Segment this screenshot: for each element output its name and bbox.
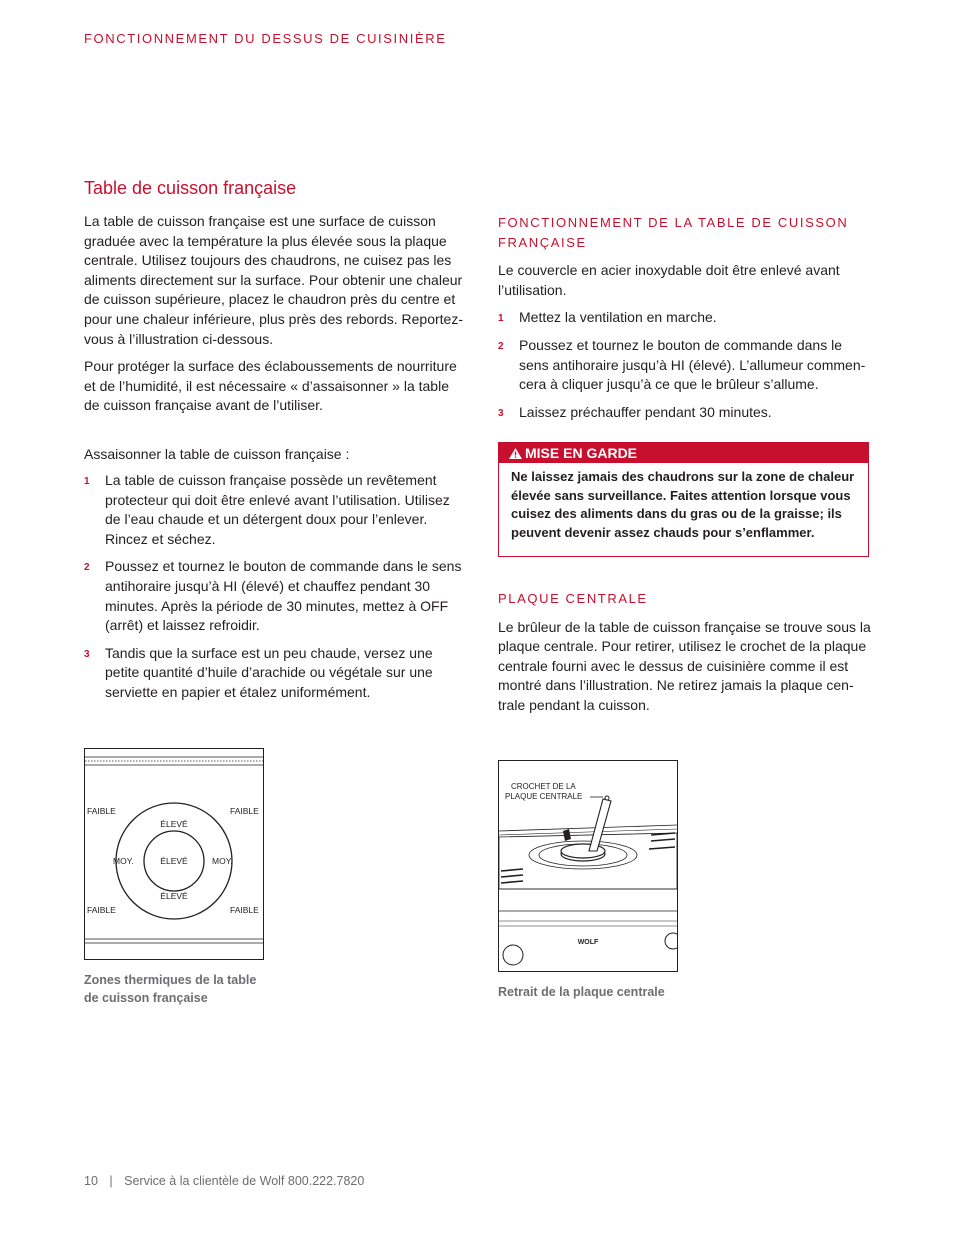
- heat-zones-figure: [84, 748, 264, 960]
- center-plate-caption: Retrait de la plaque centrale: [498, 985, 665, 999]
- callout-label: CROCHET DE LA: [511, 782, 576, 791]
- step-text: Laissez préchauffer pendant 30 minutes.: [519, 403, 772, 420]
- step-text: Poussez et tournez le bouton de commande dans le sens antihoraire jusqu’à HI (élevé). L’allumeur commencera à cliquer jusqu’à ce que le brûleur s’allume.: [519, 336, 866, 393]
- footer-separator: |: [109, 1174, 113, 1188]
- caution-label: MISE EN GARDE: [525, 445, 638, 462]
- page-footer: [84, 1174, 364, 1188]
- operation-steps: [498, 308, 873, 422]
- zone-label-eleve: ÉLEVÉ: [160, 891, 188, 901]
- heat-zones-caption: [84, 971, 256, 1007]
- right-column: [498, 212, 873, 716]
- zone-label-faible: FAIBLE: [87, 806, 116, 816]
- list-item: [498, 403, 873, 423]
- step-text: Tandis que la surface est un peu chaude, versez une petite quantité d’huile d’arachide ou végétale sur une serviette en papier et étalez uniformément.: [105, 644, 433, 700]
- center-plate-removal-figure: [498, 760, 678, 972]
- step-text: La table de cuisson française possède un revêtement protecteur qui doit être enlevé avant l’utilisation. Utilisez de l’eau chaude et un détergent doux pour l’enlever. Rincez et séchez.: [105, 471, 450, 547]
- step-number: 1: [498, 313, 504, 325]
- caption-line: Zones thermiques de la table: [84, 973, 257, 987]
- center-plate-illustration: [499, 761, 677, 971]
- caution-header: [499, 443, 868, 463]
- center-plate-heading: PLAQUE CENTRALE: [498, 590, 648, 606]
- page-title: Table de cuisson française: [84, 178, 297, 198]
- zone-label-moy: MOY.: [212, 856, 233, 866]
- list-item: [84, 557, 464, 635]
- step-number: 2: [84, 562, 90, 574]
- protect-paragraph: Pour protéger la surface des éclaboussements de nourriture et de l’humidité, il est nécessaire « d’assaisonner » la table de cuisson française avant de l’utiliser.: [84, 358, 457, 414]
- caution-text: Ne laissez jamais des chaudrons sur la zone de chaleur élevée sans surveillance. Faites attention lorsque vous cuisez des aliments dans du gras ou de la graisse; ils peuvent devenir assez chauds pour s’enflammer.: [511, 469, 855, 540]
- step-number: 3: [498, 407, 504, 419]
- warning-icon: [509, 448, 522, 459]
- brand-logo: WOLF: [577, 939, 599, 946]
- zone-label-moy: MOY.: [113, 856, 134, 866]
- section-header: FONCTIONNEMENT DU DESSUS DE CUISINIÈRE: [84, 31, 447, 46]
- step-number: 2: [498, 340, 504, 352]
- zone-label-eleve: ÉLEVÉ: [160, 856, 188, 866]
- caption-line: de cuisson française: [84, 991, 208, 1005]
- list-item: [84, 644, 464, 703]
- step-number: 1: [84, 475, 90, 487]
- callout-label: PLAQUE CENTRALE: [505, 792, 583, 801]
- list-item: [84, 471, 464, 549]
- center-plate-paragraph: Le brûleur de la table de cuisson française se trouve sous la plaque centrale. Pour retirer, utilisez le crochet de la plaque centrale fourni avec le dessus de cuisinière comme il est montré dans l’illustration. Ne retirez jamais la plaque centrale pendant la cuisson.: [498, 618, 871, 713]
- step-text: Poussez et tournez le bouton de commande dans le sens antihoraire jusqu’à HI (élevé) et chauffez pendant 30 minutes. Après la période de 30 minutes, mettez à OFF (arrêt) et laissez refroidir.: [105, 558, 462, 634]
- heat-zones-diagram: [85, 749, 263, 959]
- operation-heading: FONCTIONNEMENT DE LA TABLE DE CUISSON FRANÇAISE: [498, 215, 849, 250]
- zone-label-faible: FAIBLE: [87, 905, 116, 915]
- zone-label-faible: FAIBLE: [230, 905, 259, 915]
- operation-intro: Le couvercle en acier inoxydable doit être enlevé avant l’utilisation.: [498, 262, 840, 298]
- season-heading: Assaisonner la table de cuisson française :: [84, 445, 350, 462]
- caution-box: [498, 442, 869, 557]
- step-text: Mettez la ventilation en marche.: [519, 309, 717, 326]
- zone-label-faible: FAIBLE: [230, 806, 259, 816]
- zone-label-eleve: ÉLEVÉ: [160, 819, 188, 829]
- service-contact: Service à la clientèle de Wolf 800.222.7820: [124, 1174, 365, 1188]
- left-column: [84, 212, 464, 710]
- step-number: 3: [84, 648, 90, 660]
- season-steps: [84, 471, 464, 703]
- intro-paragraph: La table de cuisson française est une surface de cuisson graduée avec la température la plus élevée sous la plaque centrale. Utilisez toujours des chaudrons, ne cuisez pas les aliments directement sur la surface. Pour obtenir une chaleur de cuisson supérieure, placez le chaudron près du centre et pour une chaleur inférieure, plus près des rebords. Reportez-vous à l’illustration ci-dessous.: [84, 213, 463, 347]
- list-item: [498, 308, 873, 328]
- page-number: 10: [84, 1174, 98, 1188]
- list-item: [498, 336, 873, 395]
